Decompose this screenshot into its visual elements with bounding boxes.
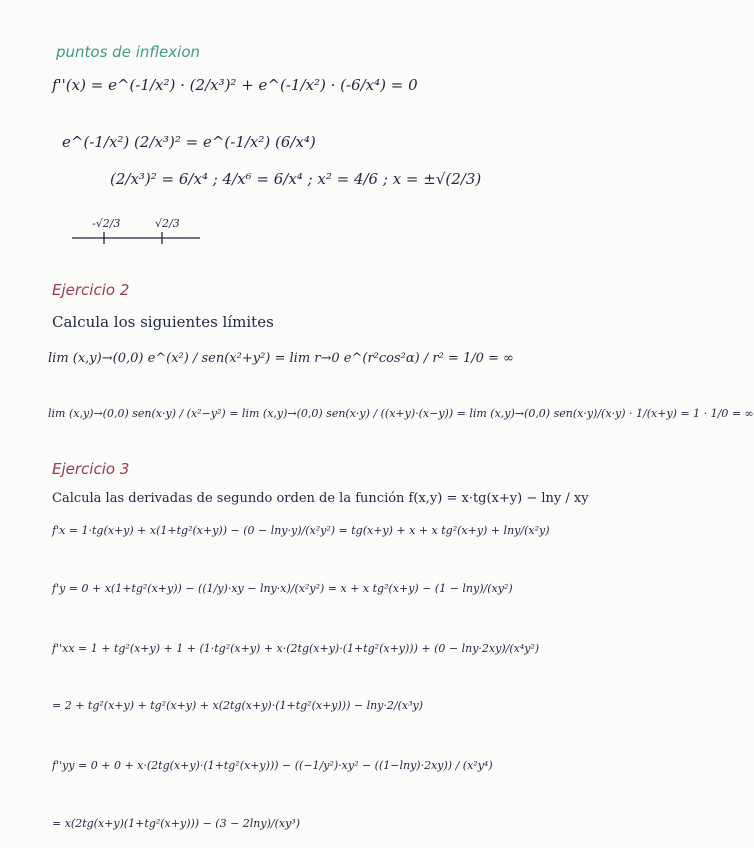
- number-line-right-label: √2/3: [155, 217, 180, 230]
- equation-solve-x: (2/x³)² = 6/x⁴ ; 4/x⁶ = 6/x⁴ ; x² = 4/6 ; x = ±√(2/3): [110, 170, 482, 188]
- section-title-inflection: puntos de inflexion: [56, 43, 201, 61]
- section-title-exercise-2: Ejercicio 2: [52, 281, 130, 299]
- derivative-fx: f'x = 1·tg(x+y) + x(1+tg²(x+y)) − (0 − lny·y)/(x²y²) = tg(x+y) + x + x tg²(x+y) + lny/(x²y): [52, 524, 550, 537]
- derivative-fy: f'y = 0 + x(1+tg²(x+y)) − ((1/y)·xy − lny·x)/(x²y²) = x + x tg²(x+y) − (1 − lny)/(xy²): [52, 582, 513, 595]
- derivative-fyy: f''yy = 0 + 0 + x·(2tg(x+y)·(1+tg²(x+y))) − ((−1/y²)·xy² − ((1−lny)·2xy)) / (x²y⁴): [52, 759, 493, 772]
- limit-2: lim (x,y)→(0,0) sen(x·y) / (x²−y²) = lim (x,y)→(0,0) sen(x·y) / ((x+y)·(x−y)) = lim (x,y)→(0,0) sen(x·y)/(x·y) · 1/(x+y) = 1 · 1/0 = ∞: [48, 407, 754, 420]
- limit-1: lim (x,y)→(0,0) e^(x²) / sen(x²+y²) = lim r→0 e^(r²cos²α) / r² = 1/0 = ∞: [48, 351, 514, 366]
- exercise-3-intro: Calcula las derivadas de segundo orden de la función f(x,y) = x·tg(x+y) − lny / xy: [52, 491, 589, 506]
- section-title-exercise-3: Ejercicio 3: [52, 460, 130, 478]
- exercise-2-intro: Calcula los siguientes límites: [52, 313, 274, 331]
- derivative-fxx: f''xx = 1 + tg²(x+y) + 1 + (1·tg²(x+y) + x·(2tg(x+y)·(1+tg²(x+y))) + (0 − lny·2xy)/(x⁴y²): [52, 642, 540, 655]
- equation-second-derivative: f''(x) = e^(-1/x²) · (2/x³)² + e^(-1/x²) · (-6/x⁴) = 0: [52, 76, 418, 94]
- equation-equality: e^(-1/x²) (2/x³)² = e^(-1/x²) (6/x⁴): [62, 133, 316, 151]
- derivative-fxx-simplified: = 2 + tg²(x+y) + tg²(x+y) + x(2tg(x+y)·(1+tg²(x+y))) − lny·2/(x³y): [52, 699, 424, 712]
- derivative-fyy-simplified: = x(2tg(x+y)(1+tg²(x+y))) − (3 − 2lny)/(xy³): [52, 817, 300, 830]
- number-line-left-label: -√2/3: [92, 217, 121, 230]
